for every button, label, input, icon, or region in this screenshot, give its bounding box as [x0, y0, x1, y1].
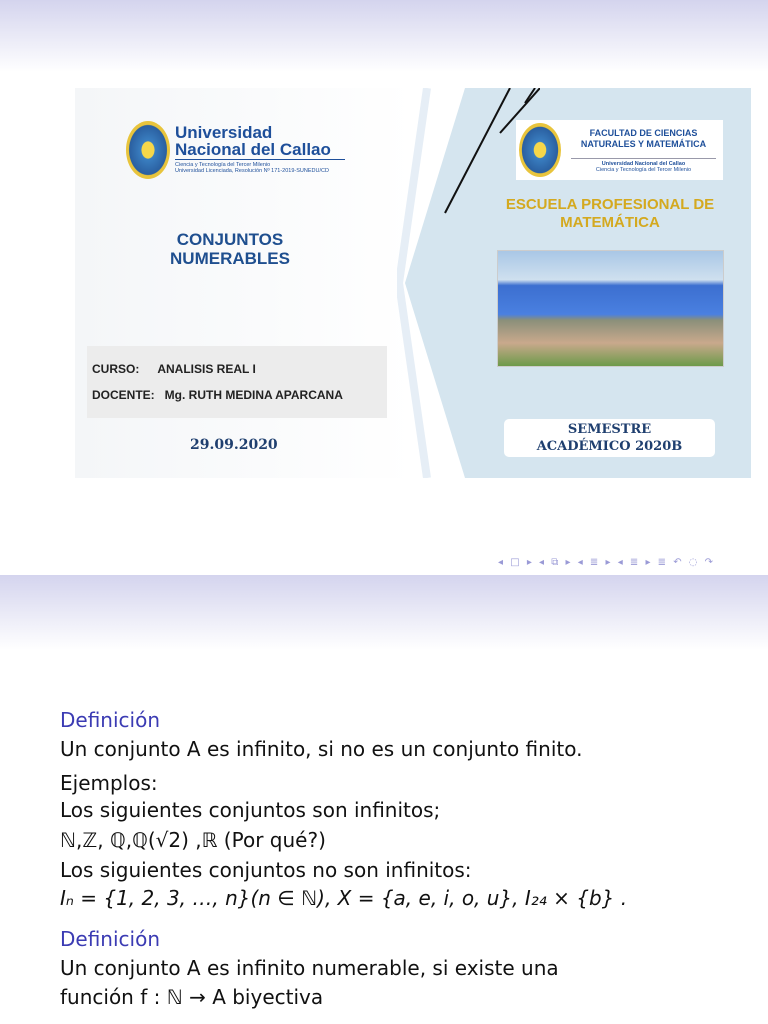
finite-sets-intro: Los siguientes conjuntos no son infinitos:: [60, 858, 472, 882]
faculty-name-line1: FACULTAD DE CIENCIAS: [589, 128, 698, 138]
definition-1-title: Definición: [60, 708, 160, 732]
faculty-motto: Ciencia y Tecnología del Tercer Milenio: [595, 167, 692, 173]
course-info-box: [87, 346, 387, 418]
finite-sets-list: Iₙ = {1, 2, 3, …, n}(n ∈ ℕ), X = {a, e, i, o, u}, I₂₄ × {b} .: [60, 886, 628, 910]
university-subtitle: Ciencia y Tecnología del Tercer Milenio Universidad Licenciada, Resolución Nº 171-2019-SUNEDU/CD: [175, 159, 345, 174]
infinite-sets-intro: Los siguientes conjuntos son infinitos;: [60, 798, 441, 822]
slide2-header-band: [0, 575, 768, 650]
beamer-navigation-icons[interactable]: ◂ □ ▸ ◂ ⧉ ▸ ◂ ≣ ▸ ◂ ≣ ▸ ≣ ↶ ◌ ↷: [498, 557, 716, 568]
definition-2-line2: función f : ℕ → A biyectiva: [60, 985, 324, 1009]
faculty-seal-logo: [519, 123, 561, 177]
semestre-box: SEMESTRE ACADÉMICO 2020B: [504, 419, 715, 457]
page-header-band: [0, 0, 768, 72]
university-seal-logo: [126, 121, 170, 179]
infinite-sets-list: ℕ,ℤ, ℚ,ℚ(√2) ,ℝ (Por qué?): [60, 828, 326, 852]
presentation-date: 29.09.2020: [190, 437, 278, 453]
definition-2-line1: Un conjunto A es infinito numerable, si existe una: [60, 956, 559, 980]
title-slide: [75, 88, 751, 478]
campus-photo: [497, 250, 724, 367]
university-name: Universidad Nacional del Callao: [175, 123, 331, 159]
faculty-univ: Universidad Nacional del Callao: [601, 161, 686, 167]
docente-value: Mg. RUTH MEDINA APARCANA: [164, 388, 343, 402]
definition-2-title: Definición: [60, 927, 160, 951]
slide-title: CONJUNTOS NUMERABLES: [170, 230, 290, 268]
faculty-logo-box: [516, 120, 723, 180]
escuela-title: ESCUELA PROFESIONAL DE MATEMÁTICA: [505, 196, 715, 231]
definition-1-text: Un conjunto A es infinito, si no es un conjunto finito.: [60, 737, 583, 761]
docente-label: DOCENTE:: [92, 388, 155, 402]
curso-value: ANALISIS REAL I: [157, 362, 256, 376]
faculty-name-line2: NATURALES Y MATEMÁTICA: [580, 139, 707, 149]
chevron-decoration: [397, 88, 437, 478]
examples-heading: Ejemplos:: [60, 771, 158, 795]
curso-label: CURSO:: [92, 362, 140, 376]
